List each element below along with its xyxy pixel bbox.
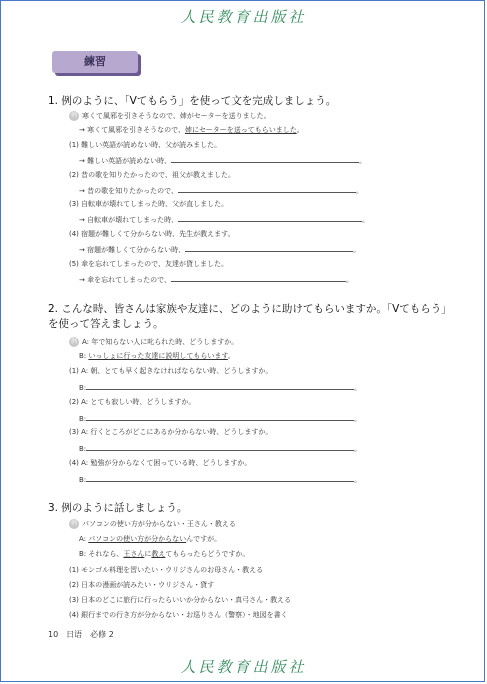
q2-example-b: B: いっしょに行った友達に説明してもらいます。: [79, 352, 235, 360]
q1-item-5-prompt: (5) 傘を忘れてしまったので、友達が貸しました。: [69, 260, 228, 268]
example-mark: 例: [70, 520, 77, 527]
q1-example-answer: [79, 125, 304, 135]
q1-example-underlined: 姉にセーターを送ってもらいました: [184, 126, 297, 134]
q1-example: [69, 111, 271, 121]
q3-example-head: 例 パソコンの使い方が分からない・王さん・教える: [70, 520, 236, 528]
q3-example-b: B: それなら、王さんに教えてもらったらどうですか。: [79, 550, 250, 558]
q2-item-4-a: (4) A: 勉強が分からなくて困っている時、どうしますか。: [69, 459, 252, 467]
q1-item-1-answer: → 難しい英語が読めない時、 。: [79, 154, 366, 166]
q3-item-3: (3) 日本のどこに旅行に行ったらいいか分からない・真弓さん・教える: [69, 596, 292, 604]
q2-item-2-a: (2) A: とても寂しい時、どうしますか。: [69, 398, 196, 406]
q1-item-4-prompt: (4) 宿題が難しくて分からない時、先生が教えます。: [69, 230, 235, 238]
example-mark: 例: [70, 112, 77, 119]
q2-item-2-b: B: 。: [79, 412, 361, 424]
answer-blank[interactable]: [185, 243, 353, 252]
answer-blank[interactable]: [86, 473, 354, 482]
q1-item-4-answer: → 宿題が難しくて分からない時、 。: [79, 243, 360, 255]
q3-example-a: A: パソコンの使い方が分からないんですが。: [79, 535, 222, 543]
q3-item-4: (4) 銀行までの行き方が分からない・お巡りさん（警察）・地図を書く: [69, 611, 288, 619]
q1-item-2-answer: → 昔の歌を知りたかったので、 。: [79, 184, 363, 196]
q3-item-1: (1) モンゴル料理を習いたい・ウリジさんのお母さん・教える: [69, 566, 264, 574]
answer-blank[interactable]: [86, 412, 354, 421]
q1-item-3-prompt: (3) 自転車が壊れてしまった時、父が直しました。: [69, 200, 229, 208]
q2-item-3-b: B: 。: [79, 442, 361, 454]
q2-example-underlined: いっしょに行った友達に説明してもらいます: [88, 352, 228, 360]
q1-title: 1. 例のように、「Vてもらう」を使って文を完成しましょう。: [48, 95, 337, 107]
answer-blank[interactable]: [86, 442, 354, 451]
q1-item-2-prompt: (2) 昔の歌を知りたかったので、祖父が教えました。: [69, 171, 235, 179]
q2-item-4-b: B: 。: [79, 473, 361, 485]
q1-item-5-answer: → 傘を忘れてしまったので、 。: [79, 273, 353, 285]
publisher-logo-top: 人民教育出版社: [180, 8, 307, 26]
arrow: →: [79, 126, 85, 134]
section-title-badge: 練習: [52, 51, 138, 73]
answer-blank[interactable]: [86, 381, 354, 390]
q2-item-1-a: (1) A: 朝、とても早く起きなければならない時、どうしますか。: [69, 367, 273, 375]
example-mark: 例: [70, 338, 77, 345]
q1-item-1-prompt: (1) 難しい英語が読めない時、父が読みました。: [69, 141, 222, 149]
q2-item-3-a: (3) A: 行くところがどこにあるか分からない時、どうしますか。: [69, 428, 273, 436]
publisher-logo-bottom: 人民教育出版社: [180, 658, 307, 676]
answer-blank[interactable]: [178, 213, 362, 222]
q1-item-3-answer: → 自転車が壊れてしまった時、 。: [79, 213, 369, 225]
q2-example-a: 例 A: 年で知らない人に叱られた時、どうしますか。: [70, 338, 239, 346]
answer-blank[interactable]: [178, 184, 356, 193]
answer-blank[interactable]: [171, 154, 359, 163]
page-footer: 10 日语 必修 2: [48, 630, 114, 639]
q1-example-pre: 寒くて風邪を引きそうなので、: [87, 126, 185, 134]
q2-item-1-b: B: 。: [79, 381, 361, 393]
q1-example-line1: 寒くて風邪を引きそうなので、姉がセーターを送りました。: [82, 112, 271, 120]
q3-title: 3. 例のように話しましょう。: [48, 502, 188, 514]
q3-item-2: (2) 日本の漫画が読みたい・ウリジさん・貸す: [69, 581, 215, 589]
answer-blank[interactable]: [171, 273, 346, 282]
q1-example-post: 。: [296, 126, 304, 134]
q2-title: 2. こんな時、皆さんは家族や友達に、どのように助けてもらいますか。「Vてもらう」を使って答えましょう。: [48, 303, 447, 330]
